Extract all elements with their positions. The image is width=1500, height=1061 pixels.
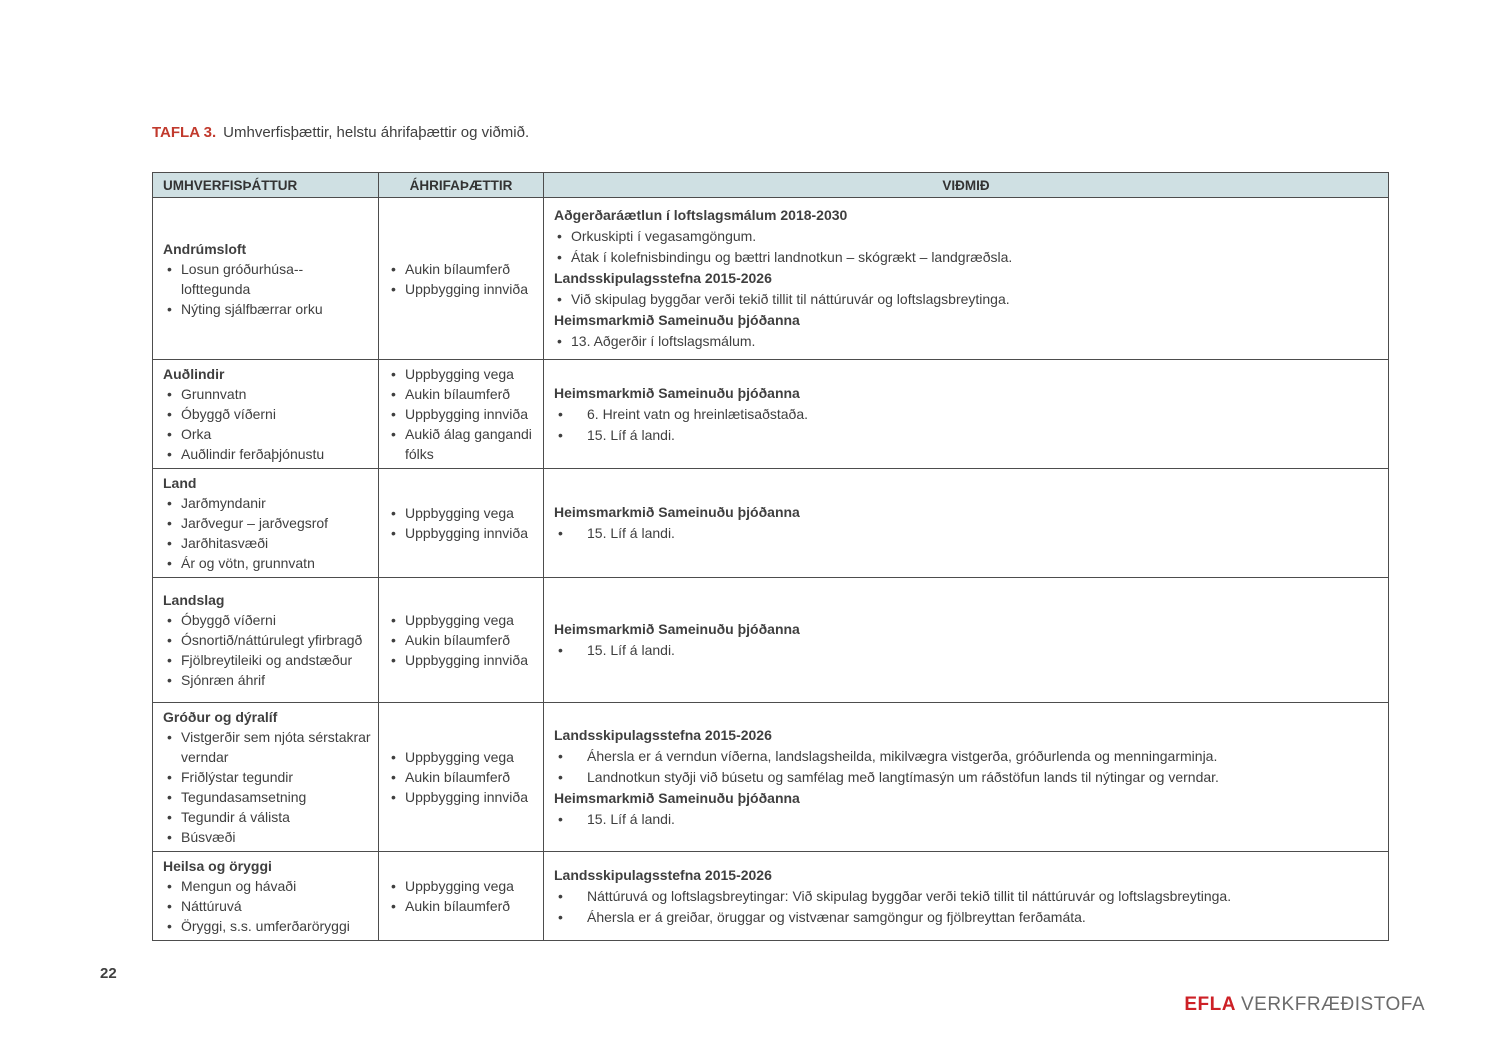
criteria-cell [544, 198, 1389, 360]
factor-bullet: • Friðlýstar tegundir [163, 767, 374, 787]
factor-bullet: • Mengun og hávaði [163, 876, 374, 896]
criteria-bullet: • Áhersla er á verndun víðerna, landslagsheilda, mikilvægra vistgerða, gróðurlenda og menningarminja. [554, 746, 1380, 767]
criteria-cell [544, 852, 1389, 941]
impact-bullet: • Aukin bílaumferð [387, 896, 539, 916]
criteria-heading: Heimsmarkmið Sameinuðu þjóðanna [554, 789, 800, 806]
factor-bullet: • Vistgerðir sem njóta sérstakrar verndar [163, 727, 374, 767]
criteria-bullet: • 13. Aðgerðir í loftslagsmálum. [554, 331, 1380, 352]
table-caption-label: TAFLA 3. [152, 124, 217, 141]
criteria-bullet: • 15. Líf á landi. [554, 809, 1380, 830]
table-caption [152, 123, 529, 142]
impact-bullet: • Uppbygging vega [387, 747, 539, 767]
factor-bullet: • Grunnvatn [163, 384, 374, 404]
criteria-bullet: • Orkuskipti í vegasamgöngum. [554, 226, 1380, 247]
impacts-cell [379, 469, 544, 578]
criteria-heading: Heimsmarkmið Sameinuðu þjóðanna [554, 312, 800, 328]
factor-cell [153, 198, 379, 360]
column-header-ahrifathaettir: ÁHRIFAÞÆTTIR [379, 173, 544, 198]
factor-bullet: • Nýting sjálfbærrar orku [163, 299, 374, 319]
impact-bullet: • Uppbygging vega [387, 503, 539, 523]
factor-cell [153, 469, 379, 578]
table-row-land [153, 469, 1389, 578]
impact-bullet: • Aukin bílaumferð [387, 767, 539, 787]
factor-bullet: • Óbyggð víðerni [163, 610, 374, 630]
factor-cell [153, 852, 379, 941]
criteria-bullet: • 6. Hreint vatn og hreinlætisaðstaða. [554, 404, 1380, 425]
factor-bullet: • Sjónræn áhrif [163, 670, 374, 690]
table-row-landslag [153, 578, 1389, 703]
factor-bullet: • Ár og vötn, grunnvatn [163, 553, 374, 573]
impacts-cell [379, 578, 544, 703]
factor-bullet: • Ósnortið/náttúrulegt yfirbragð [163, 630, 374, 650]
factor-title: Landslag [163, 592, 225, 608]
impact-bullet: • Uppbygging vega [387, 876, 539, 896]
criteria-cell [544, 703, 1389, 852]
impact-bullet: • Aukið álag gangandi fólks [387, 424, 539, 464]
factor-title: Auðlindir [163, 366, 225, 382]
criteria-heading: Landsskipulagsstefna 2015-2026 [554, 270, 772, 286]
criteria-bullet: • Náttúruvá og loftslagsbreytingar: Við skipulag byggðar verði tekið tillit til náttúruvár og loftslagsbreytinga. [554, 886, 1380, 907]
factor-bullet: • Tegundasamsetning [163, 787, 374, 807]
factor-cell [153, 360, 379, 469]
criteria-heading: Heimsmarkmið Sameinuðu þjóðanna [554, 384, 800, 401]
table-caption-text: Umhverfisþættir, helstu áhrifaþættir og viðmið. [223, 124, 530, 141]
impact-bullet: • Uppbygging innviða [387, 279, 539, 299]
criteria-heading: Heimsmarkmið Sameinuðu þjóðanna [554, 504, 800, 520]
criteria-bullet: • Átak í kolefnisbindingu og bættri landnotkun – skógrækt – landgræðsla. [554, 247, 1380, 268]
impacts-cell [379, 852, 544, 941]
criteria-heading: Heimsmarkmið Sameinuðu þjóðanna [554, 621, 800, 637]
impact-bullet: • Aukin bílaumferð [387, 630, 539, 650]
criteria-bullet: • 15. Líf á landi. [554, 640, 1380, 661]
factor-bullet: • Öryggi, s.s. umferðaröryggi [163, 916, 374, 936]
criteria-cell [544, 469, 1389, 578]
column-header-umhverfisthattur: UMHVERFISÞÁTTUR [153, 173, 379, 198]
factor-cell [153, 578, 379, 703]
efla-logo-suffix: VERKFRÆÐISTOFA [1240, 994, 1425, 1015]
impact-bullet: • Aukin bílaumferð [387, 384, 539, 404]
environment-factors-table [152, 172, 1389, 941]
factor-bullet: • Óbyggð víðerni [163, 404, 374, 424]
impacts-cell [379, 703, 544, 852]
factor-bullet: • Tegundir á válista [163, 807, 374, 827]
impact-bullet: • Uppbygging innviða [387, 523, 539, 543]
impacts-cell [379, 198, 544, 360]
factor-bullet: • Losun gróðurhúsa-- lofttegunda [163, 259, 374, 299]
impact-bullet: • Uppbygging vega [387, 610, 539, 630]
table-row-audlindir [153, 360, 1389, 469]
impact-bullet: • Uppbygging vega [387, 364, 539, 384]
impact-bullet: • Aukin bílaumferð [387, 259, 539, 279]
table-row-andrumsloft [153, 198, 1389, 360]
factor-bullet: • Jarðmyndanir [163, 493, 374, 513]
factor-bullet: • Auðlindir ferðaþjónustu [163, 444, 374, 464]
criteria-cell [544, 578, 1389, 703]
impact-bullet: • Uppbygging innviða [387, 404, 539, 424]
criteria-heading: Landsskipulagsstefna 2015-2026 [554, 866, 772, 883]
factor-bullet: • Orka [163, 424, 374, 444]
impact-bullet: • Uppbygging innviða [387, 650, 539, 670]
criteria-heading: Aðgerðaráætlun í loftslagsmálum 2018-2030 [554, 207, 848, 223]
criteria-bullet: • 15. Líf á landi. [554, 425, 1380, 446]
factor-bullet: • Jarðhitasvæði [163, 533, 374, 553]
efla-logo-brand: EFLA [1184, 994, 1236, 1015]
criteria-bullet: • Landnotkun styðji við búsetu og samfélag með langtímasýn um ráðstöfun lands til nýtingar og verndar. [554, 767, 1380, 788]
table-header-row [153, 173, 1389, 198]
impact-bullet: • Uppbygging innviða [387, 787, 539, 807]
table-row-heilsa-og-oryggi [153, 852, 1389, 941]
impacts-cell [379, 360, 544, 469]
criteria-cell [544, 360, 1389, 469]
factor-title: Gróður og dýralíf [163, 709, 278, 725]
criteria-bullet: • Áhersla er á greiðar, öruggar og vistvænar samgöngur og fjölbreyttan ferðamáta. [554, 907, 1380, 928]
criteria-heading: Landsskipulagsstefna 2015-2026 [554, 726, 772, 743]
factor-cell [153, 703, 379, 852]
factor-title: Andrúmsloft [163, 240, 247, 257]
factor-title: Heilsa og öryggi [163, 858, 272, 874]
efla-logo [1184, 994, 1425, 1016]
factor-bullet: • Náttúruvá [163, 896, 374, 916]
criteria-bullet: • 15. Líf á landi. [554, 523, 1380, 544]
criteria-bullet: • Við skipulag byggðar verði tekið tillit til náttúruvár og loftslagsbreytinga. [554, 289, 1380, 310]
factor-bullet: • Fjölbreytileiki og andstæður [163, 650, 374, 670]
column-header-vidmid: VIÐMIÐ [544, 173, 1389, 198]
factor-title: Land [163, 475, 197, 491]
page-number: 22 [100, 965, 117, 982]
table-row-grodur-og-dyralif [153, 703, 1389, 852]
factor-bullet: • Búsvæði [163, 827, 374, 847]
factor-bullet: • Jarðvegur – jarðvegsrof [163, 513, 374, 533]
